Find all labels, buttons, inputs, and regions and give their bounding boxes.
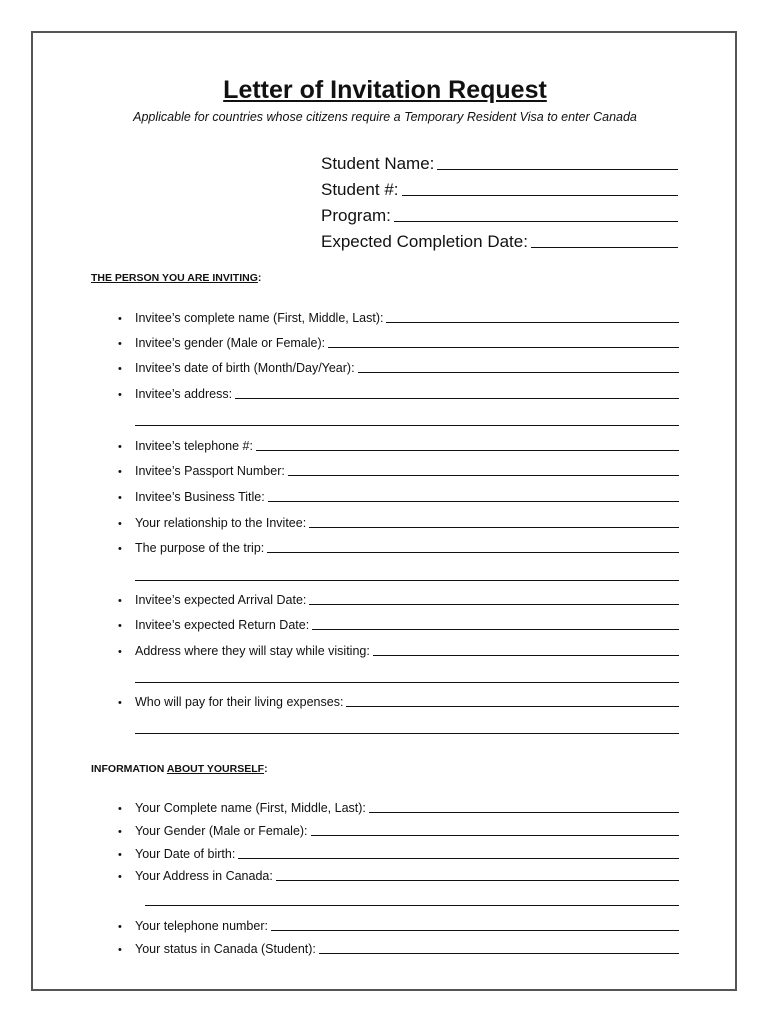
field-label: Invitee’s expected Return Date:: [135, 618, 310, 632]
field-line[interactable]: [309, 604, 679, 605]
field-label: Invitee’s complete name (First, Middle, Last):: [135, 311, 384, 325]
bullet-icon: •: [118, 466, 122, 478]
list-item[interactable]: [118, 917, 679, 933]
field-label: Address where they will stay while visiting:: [135, 644, 370, 658]
bullet-icon: •: [118, 871, 122, 883]
field-line[interactable]: [312, 629, 679, 630]
page-title: Letter of Invitation Request: [223, 76, 547, 104]
field-label: The purpose of the trip:: [135, 541, 265, 555]
section-heading-prefix: INFORMATION: [91, 763, 165, 775]
field-label: Invitee’s Passport Number:: [135, 464, 285, 478]
continuation-line[interactable]: [145, 905, 679, 906]
field-label: Invitee’s date of birth (Month/Day/Year):: [135, 361, 355, 375]
bullet-icon: •: [118, 338, 122, 350]
bullet-icon: •: [118, 697, 122, 709]
list-item[interactable]: [118, 514, 679, 530]
list-item[interactable]: [118, 539, 679, 555]
field-line[interactable]: [288, 475, 679, 476]
bullet-icon: •: [118, 646, 122, 658]
field-line[interactable]: [268, 501, 679, 502]
program-label: Program:: [321, 206, 391, 225]
list-item[interactable]: [118, 309, 679, 325]
bullet-icon: •: [118, 441, 122, 453]
list-item[interactable]: [118, 437, 679, 453]
program-line[interactable]: [394, 220, 678, 222]
section-heading-colon: :: [257, 272, 262, 284]
student-number-label: Student #:: [321, 180, 399, 199]
list-item[interactable]: [118, 867, 679, 883]
continuation-line[interactable]: [135, 733, 679, 734]
field-line[interactable]: [238, 858, 679, 859]
list-item[interactable]: [118, 940, 679, 956]
field-line[interactable]: [267, 552, 679, 553]
student-number-line[interactable]: [402, 194, 678, 196]
page-subtitle: Applicable for countries whose citizens require a Temporary Resident Visa to enter Canada: [133, 110, 637, 124]
field-line[interactable]: [276, 880, 679, 881]
field-label: Your Complete name (First, Middle, Last):: [135, 801, 366, 815]
bullet-icon: •: [118, 518, 122, 530]
bullet-icon: •: [118, 803, 122, 815]
section-heading-colon: :: [264, 763, 268, 775]
list-item[interactable]: [118, 845, 679, 861]
continuation-line[interactable]: [135, 580, 679, 581]
field-label: Invitee’s expected Arrival Date:: [135, 593, 307, 607]
bullet-icon: •: [118, 620, 122, 632]
list-item[interactable]: [118, 642, 679, 658]
bullet-icon: •: [118, 389, 122, 401]
bullet-icon: •: [118, 921, 122, 933]
list-item[interactable]: [118, 334, 679, 350]
field-line[interactable]: [271, 930, 679, 931]
field-label: Invitee’s telephone #:: [135, 439, 253, 453]
field-line[interactable]: [328, 347, 679, 348]
student-name-line[interactable]: [437, 168, 678, 170]
field-line[interactable]: [358, 372, 679, 373]
field-label: Your relationship to the Invitee:: [135, 516, 307, 530]
section-heading-underlined: ABOUT YOURSELF: [166, 763, 265, 775]
completion-date-line[interactable]: [531, 246, 678, 248]
field-line[interactable]: [256, 450, 679, 451]
list-item[interactable]: [118, 591, 679, 607]
field-line[interactable]: [346, 706, 679, 707]
bullet-icon: •: [118, 849, 122, 861]
list-item[interactable]: [118, 385, 679, 401]
student-name-field[interactable]: [321, 152, 678, 174]
bullet-icon: •: [118, 595, 122, 607]
list-item[interactable]: [118, 359, 679, 375]
field-label: Invitee’s address:: [135, 387, 233, 401]
list-item[interactable]: [118, 488, 679, 504]
field-label: Your telephone number:: [135, 919, 268, 933]
list-item[interactable]: [118, 693, 679, 709]
field-line[interactable]: [309, 527, 679, 528]
completion-date-field[interactable]: [321, 230, 678, 252]
section-heading-yourself: [91, 763, 268, 775]
section-heading-invitee-text: THE PERSON YOU ARE INVITING: [91, 272, 258, 284]
field-label: Your Date of birth:: [135, 847, 236, 861]
bullet-icon: •: [118, 492, 122, 504]
continuation-line[interactable]: [135, 425, 679, 426]
field-label: Your status in Canada (Student):: [135, 942, 316, 956]
completion-date-label: Expected Completion Date:: [321, 232, 528, 251]
section-heading-invitee: [91, 272, 261, 284]
field-line[interactable]: [369, 812, 679, 813]
field-line[interactable]: [373, 655, 679, 656]
student-name-label: Student Name:: [321, 154, 435, 173]
bullet-icon: •: [118, 543, 122, 555]
bullet-icon: •: [118, 313, 122, 325]
field-label: Your Address in Canada:: [135, 869, 273, 883]
program-field[interactable]: [321, 204, 678, 226]
field-label: Who will pay for their living expenses:: [135, 695, 344, 709]
student-number-field[interactable]: [321, 178, 678, 200]
list-item[interactable]: [118, 799, 679, 815]
field-line[interactable]: [319, 953, 679, 954]
list-item[interactable]: [118, 822, 679, 838]
bullet-icon: •: [118, 944, 122, 956]
field-label: Invitee’s gender (Male or Female):: [135, 336, 326, 350]
field-line[interactable]: [386, 322, 679, 323]
continuation-line[interactable]: [135, 682, 679, 683]
list-item[interactable]: [118, 462, 679, 478]
field-label: Invitee’s Business Title:: [135, 490, 265, 504]
bullet-icon: •: [118, 826, 122, 838]
field-line[interactable]: [235, 398, 679, 399]
list-item[interactable]: [118, 616, 679, 632]
field-label: Your Gender (Male or Female):: [135, 824, 308, 838]
bullet-icon: •: [118, 363, 122, 375]
field-line[interactable]: [311, 835, 679, 836]
